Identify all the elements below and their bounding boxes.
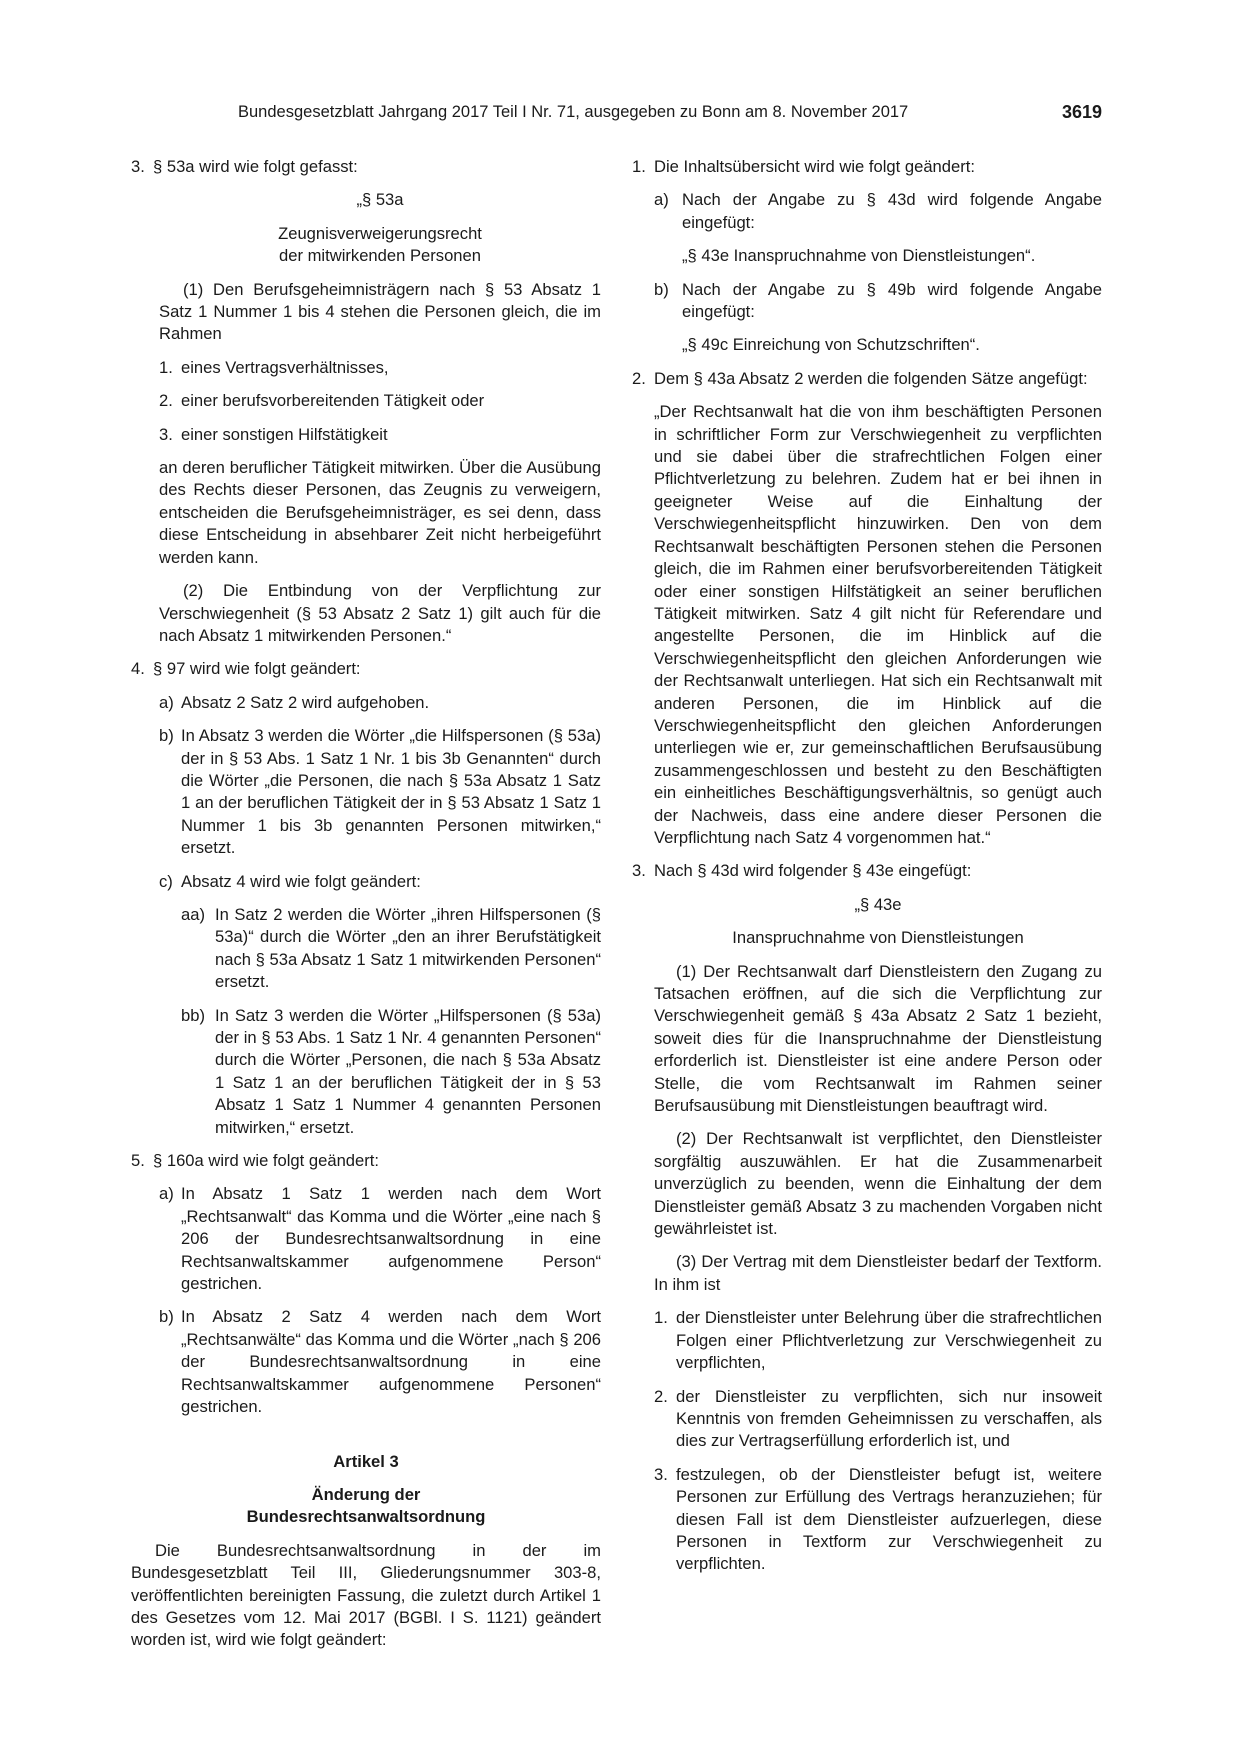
right-column — [632, 156, 1102, 1587]
subitem-a — [131, 692, 601, 714]
article-title: Artikel 3 — [333, 1451, 399, 1471]
subitem-text: Absatz 2 Satz 2 wird aufgehoben. — [181, 692, 430, 712]
section-heading: „§ 53a — [356, 190, 404, 210]
article-subtitle-line-1: Änderung der — [311, 1484, 421, 1504]
subitem-label: b) — [654, 279, 669, 299]
section-title-line-1: Zeugnisverweigerungsrecht — [278, 223, 482, 243]
page-number: 3619 — [1061, 102, 1102, 122]
list-text: einer sonstigen Hilfstätigkeit — [181, 424, 388, 444]
item-2-section-43a — [632, 368, 1102, 390]
running-head — [238, 101, 1102, 131]
item-label: 4. — [131, 659, 145, 679]
subitem-text: Absatz 4 wird wie folgt geändert: — [181, 871, 421, 891]
item-text: Nach § 43d wird folgender § 43e eingefügt: — [654, 861, 972, 881]
subitem-label: a) — [654, 190, 669, 210]
item-text: § 160a wird wie folgt geändert: — [153, 1151, 380, 1171]
section-heading: „§ 43e — [854, 894, 902, 914]
item-label: 3. — [131, 157, 145, 176]
list-item — [654, 1307, 1102, 1374]
paragraph-1-continuation: an deren beruflicher Tätigkeit mitwirken. Über die Ausübung des Rechts dieser Personen, das Zeugnis zu verweigern, entscheiden die Berufsgeheimnisträger, es sei denn, dass diese Entscheidung in absehbarer Zeit nicht herbeigeführt werden kann. — [159, 458, 601, 567]
subitem-label: b) — [159, 726, 174, 746]
item-text: Dem § 43a Absatz 2 werden die folgenden Sätze angefügt: — [654, 368, 1088, 388]
subitem-label: aa) — [181, 904, 205, 924]
item-text: Die Inhaltsübersicht wird wie folgt geändert: — [654, 157, 975, 176]
running-head-title: Bundesgesetzblatt Jahrgang 2017 Teil I Nr. 71, ausgegeben zu Bonn am 8. November 2017 — [238, 103, 909, 121]
list-item — [159, 357, 601, 379]
subitem-text: Nach der Angabe zu § 49b wird folgende Angabe eingefügt: — [682, 279, 1102, 322]
subitem-text: In Absatz 2 Satz 4 werden nach dem Wort „Rechtsanwälte“ das Komma und die Wörter „nach § 206 der Bundesrechtsanwaltsordnung in eine Rechtsanwaltskammer aufgenommene Personen“ gestrichen. — [181, 1307, 601, 1417]
subitem-text: In Absatz 3 werden die Wörter „die Hilfspersonen (§ 53a) der in § 53 Abs. 1 Satz 1 Nr. 1 bis 3b Genannten“ durch die Wörter „die Personen, die nach § 53a Absatz 1 Satz 1 an der beruflichen Tätigkeit der in § 53 Absatz 1 Satz 1 Nummer 1 bis 3b genannten Personen mitwirken,“ ersetzt. — [181, 726, 601, 858]
subitem-a — [632, 189, 1102, 234]
list-text: festzulegen, ob der Dienstleister befugt ist, weitere Personen zur Erfüllung des Vertrags heranzuziehen; für diesen Fall ist dem Dienstleister aufzuerlegen, diese Personen in Textform zur Verschwiegenheit zu verpflichten. — [676, 1464, 1102, 1574]
article-subtitle-line-2: Bundesrechtsanwaltsordnung — [246, 1507, 486, 1527]
article-intro: Die Bundesrechtsanwaltsordnung in der im Bundesgesetzblatt Teil III, Gliederungsnummer 303-8, veröffentlichten bereinigten Fassung, die zuletzt durch Artikel 1 des Gesetzes vom 12. Mai 2017 (BGBl. I S. 1121) geändert worden ist, wird wie folgt geändert: — [131, 1540, 601, 1650]
inserted-entry-43e: „§ 43e Inanspruchnahme von Dienstleistungen“. — [682, 246, 1036, 266]
item-label: 3. — [632, 861, 646, 881]
section-title-line-2: der mitwirkenden Personen — [279, 246, 481, 266]
subitem-text: Nach der Angabe zu § 43d wird folgende Angabe eingefügt: — [682, 190, 1102, 232]
list-item — [654, 1464, 1102, 1576]
subitem-label: a) — [159, 692, 174, 712]
paragraph-3: (3) Der Vertrag mit dem Dienstleister bedarf der Textform. In ihm ist — [654, 1252, 1102, 1294]
subitem-a — [131, 1183, 601, 1295]
item-label: 5. — [131, 1151, 145, 1171]
paragraph-2: (2) Der Rechtsanwalt ist verpflichtet, den Dienstleister sorgfältig auszuwählen. Er hat die Zusammenarbeit unverzüglich zu beenden, wenn die Einhaltung der dem Dienstleister gemäß Absatz 3 zu machenden Vorgaben nicht gewährleistet ist. — [654, 1129, 1102, 1239]
subitem-text: In Satz 3 werden die Wörter „Hilfspersonen (§ 53a) der in § 53 Abs. 1 Satz 1 Nr. 4 genannten Personen“ durch die Wörter „Personen, die nach § 53a Absatz 1 Satz 1 an der beruflichen Tätigkeit der in § 53 Absatz 1 Satz 1 Nummer 4 genannten Personen mitwirken,“ ersetzt. — [215, 1005, 601, 1137]
subitem-bb — [131, 1005, 601, 1139]
subitem-label: b) — [159, 1307, 174, 1327]
inserted-entry-49c: „§ 49c Einreichung von Schutzschriften“. — [682, 335, 980, 355]
inserted-sentences: „Der Rechtsanwalt hat die von ihm beschäftigten Personen in schriftlicher Form zur Verschwiegenheit zu verpflichten und sie dabei über die strafrechtlichen Folgen einer Pflichtverletzung zu belehren. Zudem hat er bei ihnen in geeigneter Weise auf die Einhaltung der Verschwiegenheitspflicht hinzuwirken. Den von dem Rechtsanwalt beschäftigten Personen stehen die Personen gleich, die im Rahmen einer berufsvorbereitenden Tätigkeit oder einer sonstigen Hilfstätigkeit an seiner beruflichen Tätigkeit mitwirken. Satz 4 gilt nicht für Referendare und angestellte Personen, die im Hinblick auf die Verschwiegenheitspflicht den gleichen Anforderungen wie der Rechtsanwalt unterliegen. Hat sich ein Rechtsanwalt mit anderen Personen, die im Hinblick auf die Verschwiegenheitspflicht den gleichen Anforderungen unterliegen wie er, zur gemeinschaftlichen Berufsausübung zusammengeschlossen und besteht zu den Beschäftigten ein einheitliches Beschäftigungsverhältnis, so genügt auch der Nachweis, dass eine andere dieser Personen die Verpflichtung nach Satz 4 vorgenommen hat.“ — [654, 402, 1102, 847]
subitem-label: bb) — [181, 1005, 205, 1025]
list-label: 1. — [159, 357, 173, 377]
subitem-text: In Absatz 1 Satz 1 werden nach dem Wort „Rechtsanwalt“ das Komma und die Wörter „eine nach § 206 der Bundesrechtsanwaltsordnung in eine Rechtsanwaltskammer aufgenommene Person“ gestrichen. — [181, 1184, 601, 1294]
item-1-table-of-contents — [632, 156, 1102, 178]
section-title: Inanspruchnahme von Dienstleistungen — [732, 928, 1024, 948]
subitem-aa — [131, 904, 601, 994]
article-subtitle — [131, 1484, 601, 1529]
item-5-section-160a — [131, 1150, 601, 1172]
paragraph-1: (1) Der Rechtsanwalt darf Dienstleistern den Zugang zu Tatsachen eröffnen, auf die sich die Verpflichtung zur Verschwiegenheit gemäß § 43a Absatz 2 Satz 1 bezieht, soweit dies für die Inanspruchnahme der Dienstleistung erforderlich ist. Dienstleister ist eine andere Person oder Stelle, die vom Rechtsanwalt im Rahmen seiner Berufsausübung mit Dienstleistungen beauftragt wird. — [654, 961, 1102, 1116]
list-label: 3. — [159, 424, 173, 444]
list-text: einer berufsvorbereitenden Tätigkeit oder — [181, 391, 485, 411]
subitem-text: In Satz 2 werden die Wörter „ihren Hilfspersonen (§ 53a)“ durch die Wörter „den an ihrer Berufstätigkeit nach § 53a Absatz 1 Satz 1 mitwirkenden Personen“ ersetzt. — [215, 904, 601, 992]
paragraph-1: (1) Den Berufsgeheimnisträgern nach § 53 Absatz 1 Satz 1 Nummer 1 bis 4 stehen die Personen gleich, die im Rahmen — [159, 279, 601, 344]
list-item — [159, 424, 601, 446]
item-3-section-43e — [632, 860, 1102, 882]
list-text: der Dienstleister unter Belehrung über die strafrechtlichen Folgen einer Pflichtverletzung zur Verschwiegenheit zu verpflichten, — [676, 1308, 1102, 1373]
paragraph-2: (2) Die Entbindung von der Verpflichtung zur Verschwiegenheit (§ 53 Absatz 2 Satz 1) gilt auch für die nach Absatz 1 mitwirkenden Personen.“ — [159, 581, 601, 645]
list-label: 1. — [654, 1308, 668, 1328]
list-label: 2. — [159, 391, 173, 411]
list-text: der Dienstleister zu verpflichten, sich nur insoweit Kenntnis von fremden Geheimnissen zu verschaffen, als dies zur Vertragserfüllung erforderlich ist, und — [676, 1386, 1102, 1451]
subitem-label: a) — [159, 1184, 174, 1204]
item-4-section-97 — [131, 658, 601, 680]
item-label: 2. — [632, 368, 646, 388]
subitem-b — [632, 279, 1102, 324]
list-label: 2. — [654, 1386, 668, 1406]
subitem-b — [131, 725, 601, 859]
list-text: eines Vertragsverhältnisses, — [181, 357, 389, 377]
item-label: 1. — [632, 157, 646, 176]
item-3-section-53a — [131, 156, 601, 178]
section-title — [131, 223, 601, 268]
list-label: 3. — [654, 1464, 668, 1484]
item-text: § 53a wird wie folgt gefasst: — [153, 157, 358, 176]
list-item — [159, 390, 601, 412]
subitem-c — [131, 871, 601, 893]
list-item — [654, 1386, 1102, 1453]
item-text: § 97 wird wie folgt geändert: — [153, 659, 361, 679]
left-column — [131, 156, 601, 1663]
subitem-b — [131, 1306, 601, 1418]
subitem-label: c) — [159, 871, 173, 891]
